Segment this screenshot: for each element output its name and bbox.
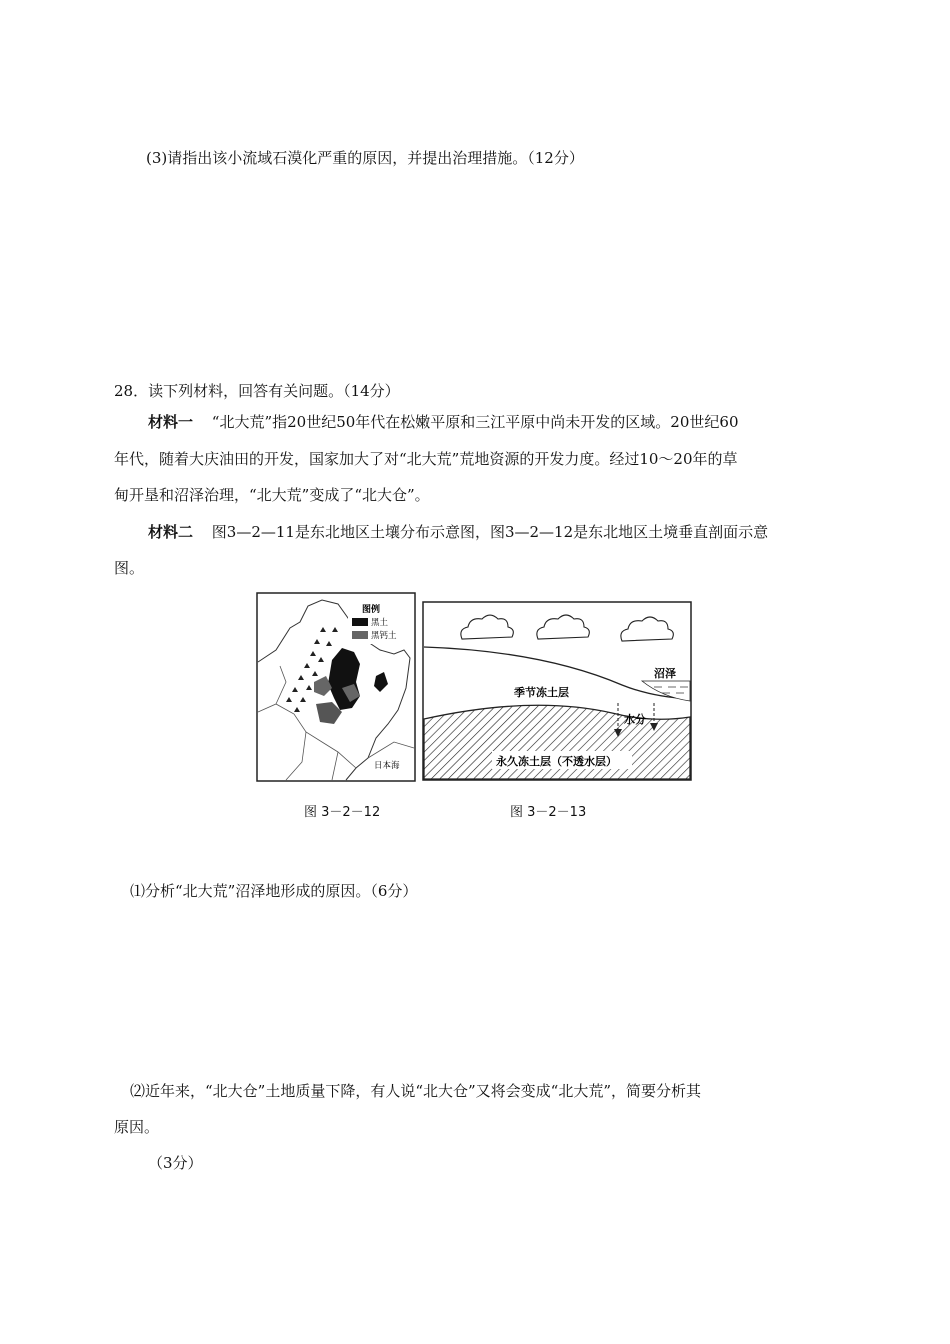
material-1-line-1 xyxy=(148,411,739,433)
legend-swatch-black-soil xyxy=(352,618,368,626)
question-27-part-3: (3)请指出该小流域石漠化严重的原因，并提出治理措施。（12分） xyxy=(146,149,584,167)
material-1-text: “北大荒”指20世纪50年代在松嫩平原和三江平原中尚未开发的区域。20世纪60 xyxy=(211,413,739,431)
question-28-part-2-score: （3分） xyxy=(148,1154,203,1172)
material-1-line-3: 甸开垦和沼泽治理，“北大荒”变成了“北大仓”。 xyxy=(114,486,430,504)
question-28-header: 28．读下列材料，回答有关问题。（14分） xyxy=(114,382,400,400)
label-water: 水分 xyxy=(624,713,646,726)
material-1-line-2: 年代，随着大庆油田的开发，国家加大了对“北大荒”荒地资源的开发力度。经过10～20年的草 xyxy=(114,450,738,468)
question-28-part-2-line-2: 原因。 xyxy=(114,1118,160,1136)
legend-item-chernozem: 黑钙土 xyxy=(371,631,397,641)
material-2-text: 图3—2—11是东北地区土壤分布示意图，图3—2—12是东北地区土境垂直剖面示意 xyxy=(211,523,769,541)
map-caption: 图 3－2－12 xyxy=(304,805,381,820)
material-2-line-2: 图。 xyxy=(114,559,145,577)
profile-caption: 图 3－2－13 xyxy=(510,805,587,820)
label-marsh: 沼泽 xyxy=(654,667,676,680)
soil-distribution-map xyxy=(256,592,416,782)
material-2-line-1 xyxy=(148,521,768,543)
question-28-part-1: ⑴分析“北大荒”沼泽地形成的原因。（6分） xyxy=(130,882,418,900)
legend-item-black-soil: 黑土 xyxy=(371,618,389,628)
material-2-label: 材料二 xyxy=(148,523,194,541)
sea-label: 日本海 xyxy=(374,761,400,771)
label-seasonal-frozen-layer: 季节冻土层 xyxy=(514,686,569,699)
question-28-part-2-line-1: ⑵近年来，“北大仓”土地质量下降，有人说“北大仓”又将会变成“北大荒”，简要分析其 xyxy=(130,1082,702,1100)
material-1-label: 材料一 xyxy=(148,413,194,431)
legend-swatch-chernozem xyxy=(352,631,368,639)
map-legend-title: 图例 xyxy=(362,605,381,615)
label-permafrost: 永久冻土层（不透水层） xyxy=(496,755,617,768)
soil-profile-diagram xyxy=(422,601,692,781)
